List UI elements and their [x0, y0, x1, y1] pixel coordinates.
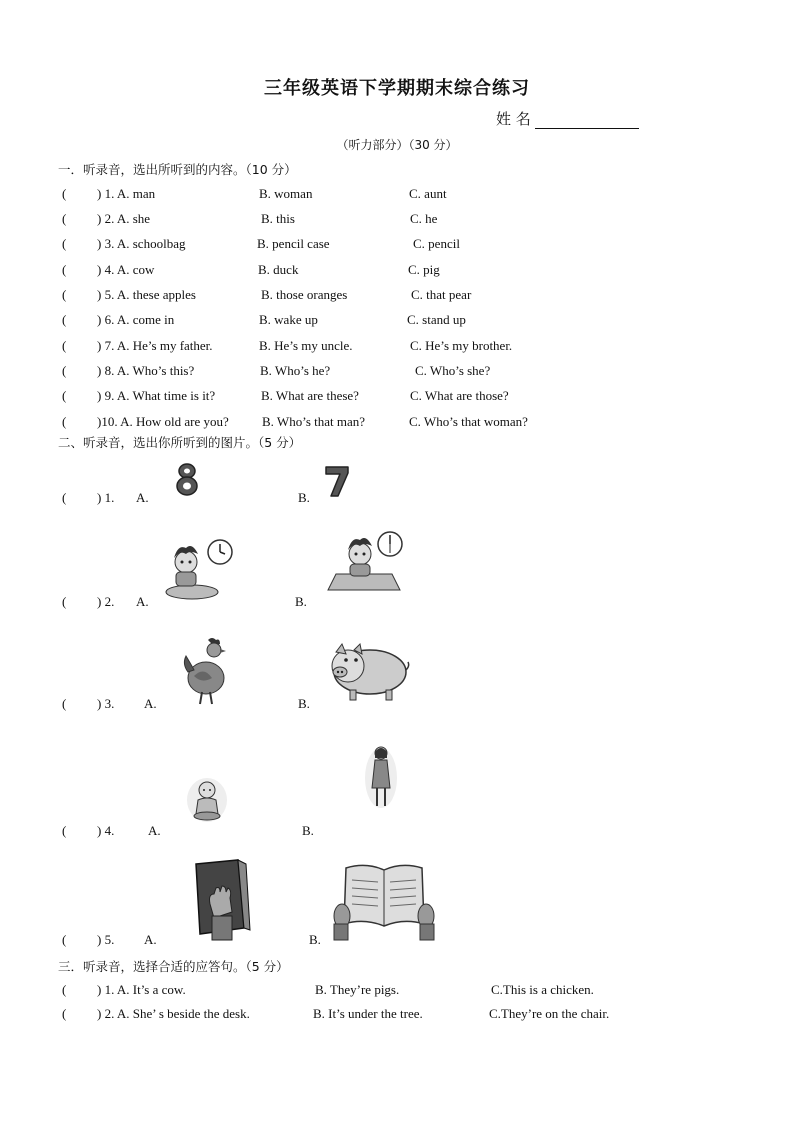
option-a: )10. A. How old are you? — [97, 414, 229, 429]
option-a: ) 4. A. cow — [97, 262, 155, 277]
woman-icon[interactable] — [364, 744, 398, 810]
option-a-label: A. — [136, 490, 149, 505]
item-number: ) 1. — [97, 490, 115, 505]
option-c: C. pencil — [413, 236, 460, 251]
section-subtitle: （听力部分）（30 分） — [336, 138, 458, 152]
option-a: ) 1. A. It’s a cow. — [97, 982, 186, 997]
answer-paren[interactable]: ( — [62, 312, 67, 327]
option-a-label: A. — [136, 594, 149, 609]
option-c: C.This is a chicken. — [491, 982, 594, 997]
answer-paren[interactable]: ( — [62, 823, 67, 838]
option-b-label: B. — [309, 932, 321, 947]
option-c: C. What are those? — [410, 388, 509, 403]
option-a-label: A. — [148, 823, 161, 838]
option-c: C. Who’s she? — [415, 363, 491, 378]
option-b: B. pencil case — [257, 236, 330, 251]
item-number: ) 2. — [97, 594, 115, 609]
option-a: ) 2. A. she — [97, 211, 151, 226]
option-c: C. aunt — [409, 186, 447, 201]
option-c: C. he — [410, 211, 438, 226]
baby-icon[interactable] — [186, 776, 228, 824]
answer-paren[interactable]: ( — [62, 262, 67, 277]
item-number: ) 4. — [97, 823, 115, 838]
answer-paren[interactable]: ( — [62, 414, 67, 429]
option-c: C. pig — [408, 262, 440, 277]
number-eight-icon[interactable] — [174, 462, 200, 496]
name-field[interactable] — [496, 108, 639, 129]
option-a-label: A. — [144, 696, 157, 711]
closed-book-icon[interactable] — [190, 858, 252, 944]
answer-paren[interactable]: ( — [62, 338, 67, 353]
option-b-label: B. — [302, 823, 314, 838]
section3-heading: 三．听录音，选择合适的应答句。（5 分） — [58, 959, 289, 974]
option-c: C. Who’s that woman? — [409, 414, 528, 429]
name-label: 姓 名 — [496, 110, 531, 128]
option-c: C. that pear — [411, 287, 472, 302]
answer-paren[interactable]: ( — [62, 594, 67, 609]
answer-paren[interactable]: ( — [62, 236, 67, 251]
option-b-label: B. — [295, 594, 307, 609]
section1-heading: 一．听录音，选出所听到的内容。（10 分） — [58, 162, 297, 177]
answer-paren[interactable]: ( — [62, 982, 67, 997]
pig-icon[interactable] — [324, 642, 410, 702]
answer-paren[interactable]: ( — [62, 932, 67, 947]
option-a: ) 3. A. schoolbag — [97, 236, 186, 251]
option-b: B. wake up — [259, 312, 318, 327]
option-a: ) 1. A. man — [97, 186, 156, 201]
option-a-label: A. — [144, 932, 157, 947]
answer-paren[interactable]: ( — [62, 1006, 67, 1021]
option-b: B. It’s under the tree. — [313, 1006, 423, 1021]
option-a: ) 7. A. He’s my father. — [97, 338, 213, 353]
option-c: C.They’re on the chair. — [489, 1006, 610, 1021]
answer-paren[interactable]: ( — [62, 363, 67, 378]
option-a: ) 6. A. come in — [97, 312, 175, 327]
option-b: B. those oranges — [261, 287, 348, 302]
answer-paren[interactable]: ( — [62, 211, 67, 226]
option-a: ) 9. A. What time is it? — [97, 388, 216, 403]
option-b: B. He’s my uncle. — [259, 338, 353, 353]
item-number: ) 5. — [97, 932, 115, 947]
option-c: C. He’s my brother. — [410, 338, 513, 353]
option-b-label: B. — [298, 490, 310, 505]
rooster-icon[interactable] — [180, 636, 230, 708]
open-book-icon[interactable] — [332, 862, 436, 942]
answer-paren[interactable]: ( — [62, 186, 67, 201]
answer-paren[interactable]: ( — [62, 388, 67, 403]
option-b: B. Who’s he? — [260, 363, 331, 378]
option-a: ) 8. A. Who’s this? — [97, 363, 195, 378]
page-title: 三年级英语下学期期末综合练习 — [264, 78, 530, 99]
answer-paren[interactable]: ( — [62, 490, 67, 505]
option-c: C. stand up — [407, 312, 466, 327]
option-b: B. woman — [259, 186, 313, 201]
answer-paren[interactable]: ( — [62, 287, 67, 302]
option-b: B. this — [261, 211, 295, 226]
section2-heading: 二、听录音，选出你所听到的图片。（5 分） — [58, 435, 302, 450]
option-a: ) 5. A. these apples — [97, 287, 196, 302]
name-blank-line[interactable] — [535, 114, 639, 129]
option-b: B. Who’s that man? — [262, 414, 366, 429]
item-number: ) 3. — [97, 696, 115, 711]
boy-eating-clock-icon[interactable] — [164, 536, 236, 602]
option-b: B. What are these? — [261, 388, 359, 403]
boy-at-desk-clock-icon[interactable] — [326, 530, 406, 596]
option-b: B. duck — [258, 262, 299, 277]
number-seven-icon[interactable] — [324, 464, 350, 498]
option-b-label: B. — [298, 696, 310, 711]
option-a: ) 2. A. She’ s beside the desk. — [97, 1006, 250, 1021]
answer-paren[interactable]: ( — [62, 696, 67, 711]
option-b: B. They’re pigs. — [315, 982, 400, 997]
